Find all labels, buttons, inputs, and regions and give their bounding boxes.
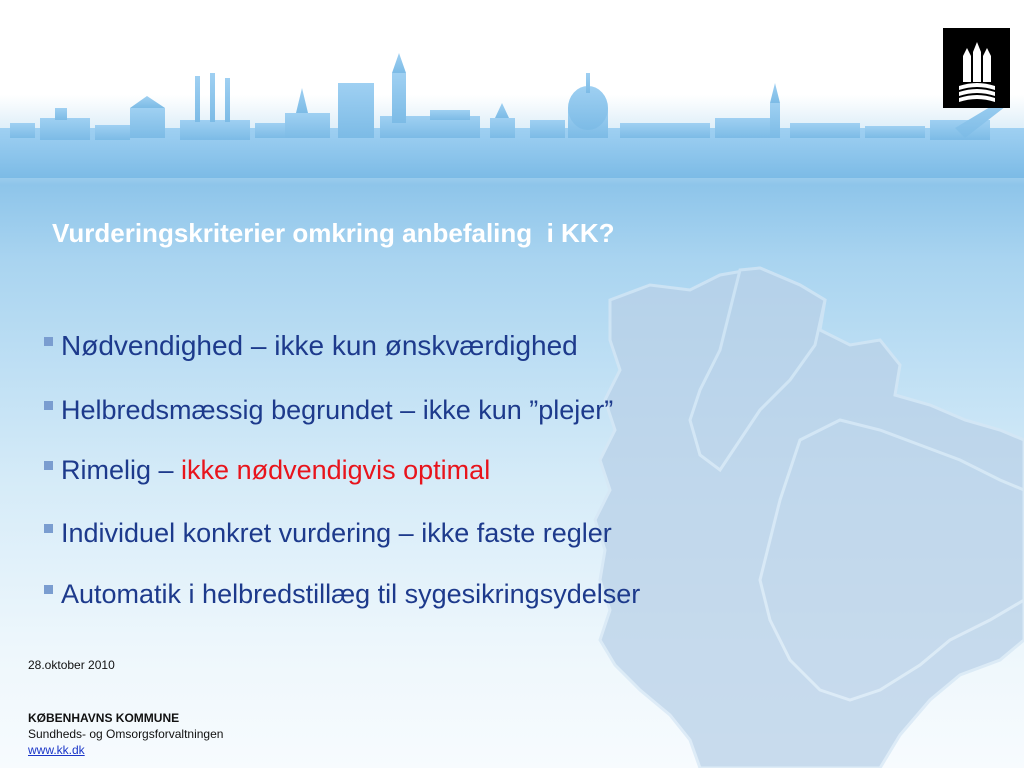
bullet-item: [44, 579, 640, 610]
copenhagen-skyline-graphic: [0, 28, 1024, 178]
square-bullet-icon: [44, 524, 53, 533]
bullet-text: Helbredsmæssig begrundet – ikke kun ”plejer”: [61, 395, 614, 425]
department-name: Sundheds- og Omsorgsforvaltningen: [28, 727, 224, 741]
square-bullet-icon: [44, 461, 53, 470]
organization-name: KØBENHAVNS KOMMUNE: [28, 711, 180, 725]
square-bullet-icon: [44, 585, 53, 594]
slide-title: Vurderingskriterier omkring anbefaling i KK?: [52, 218, 615, 248]
square-bullet-icon: [44, 401, 53, 410]
bullet-item: [44, 518, 612, 549]
square-bullet-icon: [44, 337, 53, 346]
slide-date: 28.oktober 2010: [28, 658, 115, 672]
bullet-text: Automatik i helbredstillæg til sygesikringsydelser: [61, 579, 641, 609]
bullet-text: Rimelig –: [61, 455, 182, 485]
bullet-item: [44, 330, 578, 362]
website-link[interactable]: www.kk.dk: [28, 743, 85, 757]
organization-block: [28, 710, 223, 758]
bullet-text: Nødvendighed – ikke kun ønskværdighed: [61, 330, 578, 361]
bullet-item: [44, 395, 613, 426]
copenhagen-coat-of-arms-logo: [943, 28, 1010, 108]
bullet-text: Individuel konkret vurdering – ikke faste regler: [61, 518, 612, 548]
bullet-item: [44, 455, 490, 486]
bullet-highlight-text: ikke nødvendigvis optimal: [181, 455, 491, 485]
